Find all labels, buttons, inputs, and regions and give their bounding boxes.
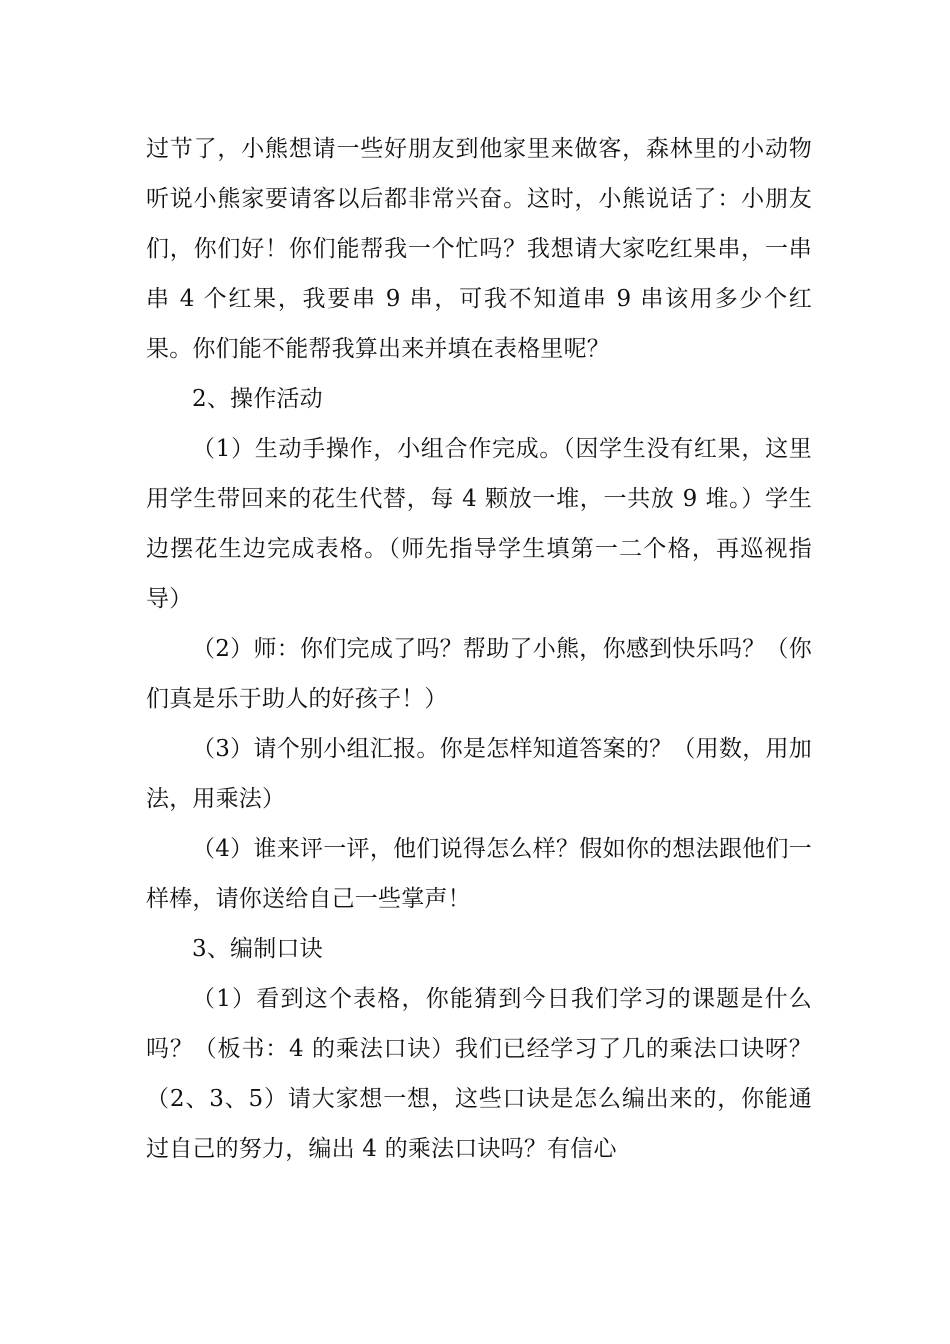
section-heading-operation: 2、操作活动 — [192, 386, 323, 412]
paragraph-step-4: （4）谁来评一评，他们说得怎么样？假如你的想法跟他们一样棒，请你送给自己一些掌声！ — [146, 836, 812, 912]
paragraph-step-2: （2）师：你们完成了吗？帮助了小熊，你感到快乐吗？（你们真是乐于助人的好孩子！） — [146, 636, 812, 712]
section-heading-formula: 3、编制口诀 — [192, 936, 323, 962]
paragraph-step-1: （1）生动手操作，小组合作完成。（因学生没有红果，这里用学生带回来的花生代替，每 4 颗放一堆，一共放 9 堆。）学生边摆花生边完成表格。（师先指导学生填第一二个格，再巡视指导） — [146, 436, 812, 612]
paragraph-step-3: （3）请个别小组汇报。你是怎样知道答案的？（用数，用加法，用乘法） — [146, 736, 812, 812]
paragraph-formula-1: （1）看到这个表格，你能猜到今日我们学习的课题是什么吗？（板书：4 的乘法口诀）我们已经学习了几的乘法口诀呀？（2、3、5）请大家想一想，这些口诀是怎么编出来的，你能通过自己的努力，编出 4 的乘法口诀吗？有信心 — [146, 986, 812, 1162]
document-page — [146, 124, 812, 1174]
paragraph-story: 过节了，小熊想请一些好朋友到他家里来做客，森林里的小动物听说小熊家要请客以后都非常兴奋。这时，小熊说话了：小朋友们，你们好！你们能帮我一个忙吗？我想请大家吃红果串，一串串 4 个红果，我要串 9 串，可我不知道串 9 串该用多少个红果。你们能不能帮我算出来并填在表格里呢？ — [146, 136, 812, 362]
